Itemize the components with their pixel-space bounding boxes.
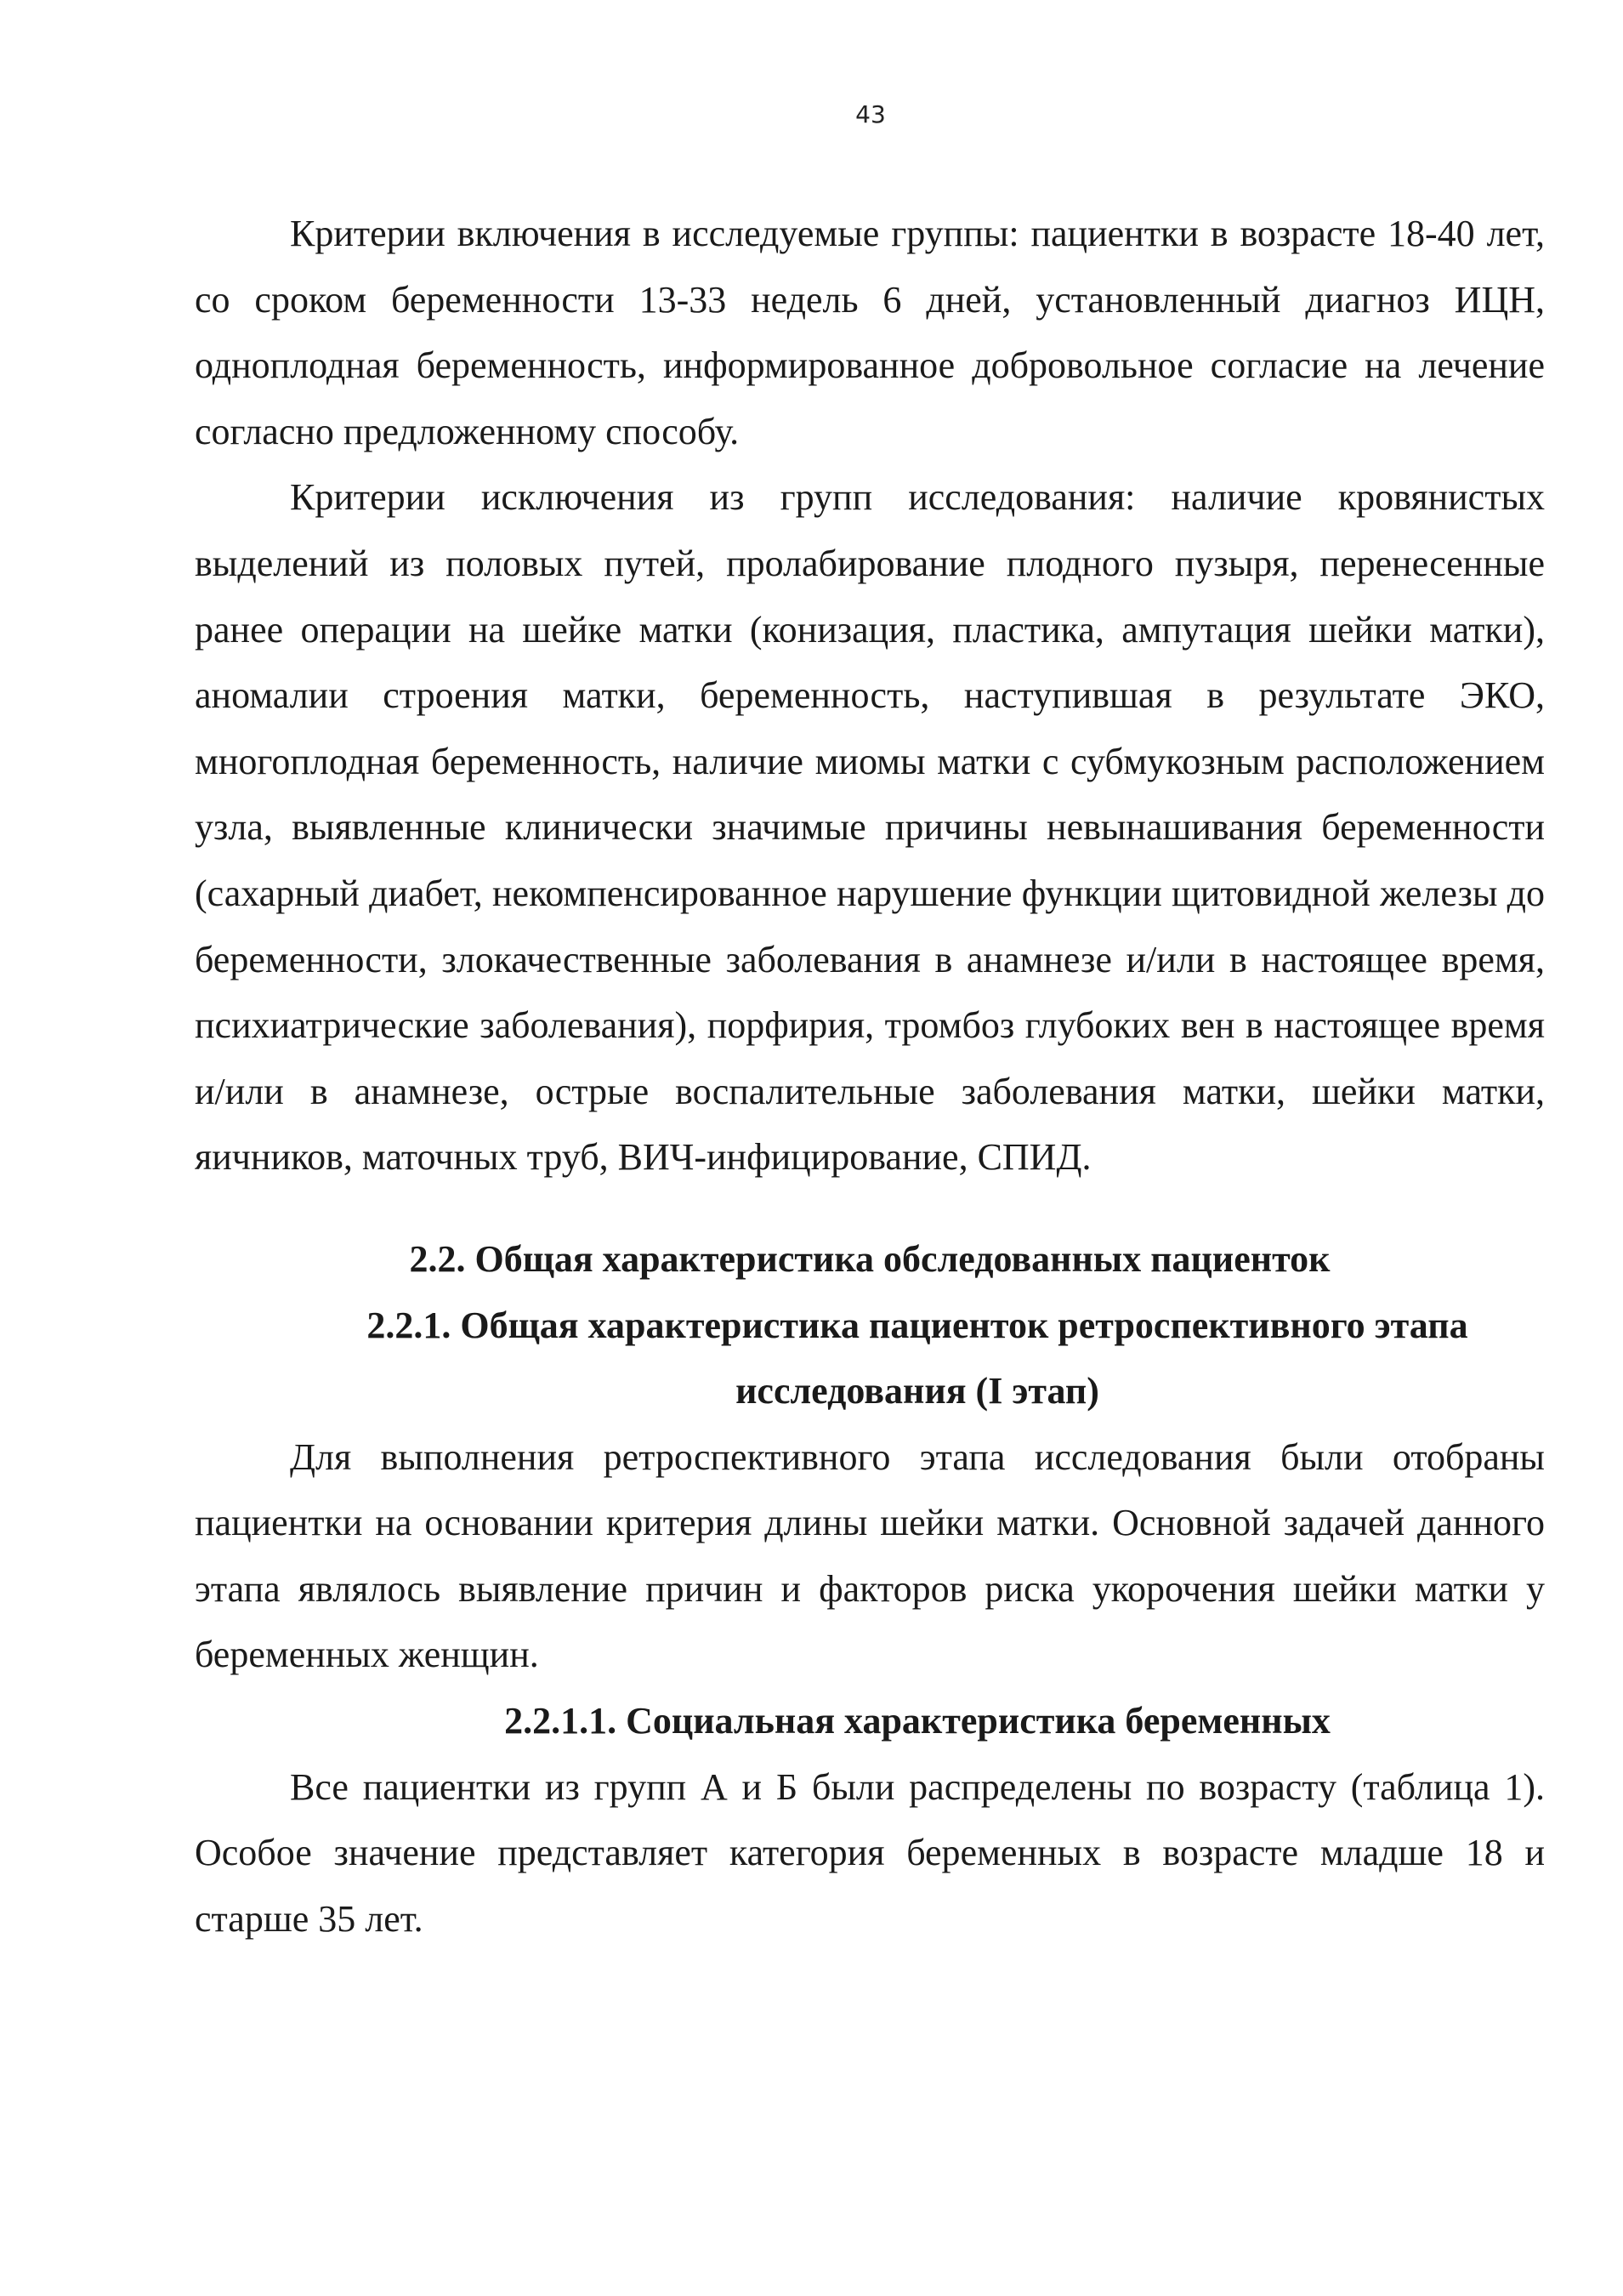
paragraph-age-distribution: Все пациентки из групп А и Б были распределены по возрасту (таблица 1). Особое значение представляет категория беременных в возрасте младше 18 и старше 35 лет. [195, 1765, 1545, 1940]
paragraph-exclusion-criteria: Критерии исключения из групп исследования: наличие кровянистых выделений из половых путей, пролабирование плодного пузыря, перенесенные ранее операции на шейке матки (конизация, пластика, ампутация шейки матки), аномалии строения матки, беременность, наступившая в результате ЭКО, многоплодная беременность, наличие миомы матки с субмукозным расположением узла, выявленные клинически значимые причины невынашивания беременности (сахарный диабет, некомпенсированное нарушение функции щитовидной железы до беременности, злокачественные заболевания в анамнезе и/или в настоящее время, психиатрические заболевания), порфирия, тромбоз глубоких вен в настоящее время и/или в анамнезе, острые воспалительные заболевания матки, шейки матки, яичников, маточных труб, ВИЧ-инфицирование, СПИД. [195, 476, 1545, 1179]
paragraph-inclusion-criteria: Критерии включения в исследуемые группы: пациентки в возрасте 18-40 лет, со сроком беременности 13-33 недель 6 дней, установленный диагноз ИЦН, одноплодная беременность, информированное добровольное согласие на лечение согласно предложенному способу. [195, 213, 1545, 452]
page-content [195, 201, 1545, 1952]
section-heading-2-2-1-1: 2.2.1.1. Социальная характеристика беременных [504, 1700, 1331, 1742]
page-number: 43 [855, 100, 886, 128]
section-heading-2-2-1: 2.2.1. Общая характеристика пациенток ретроспективного этапа исследования (I этап) [366, 1304, 1468, 1412]
paragraph-retrospective-stage: Для выполнения ретроспективного этапа исследования были отобраны пациентки на основании критерия длины шейки матки. Основной задачей данного этапа являлось выявление причин и факторов риска укорочения шейки матки у беременных женщин. [195, 1435, 1545, 1676]
section-heading-2-2: 2.2. Общая характеристика обследованных пациенток [409, 1237, 1331, 1280]
